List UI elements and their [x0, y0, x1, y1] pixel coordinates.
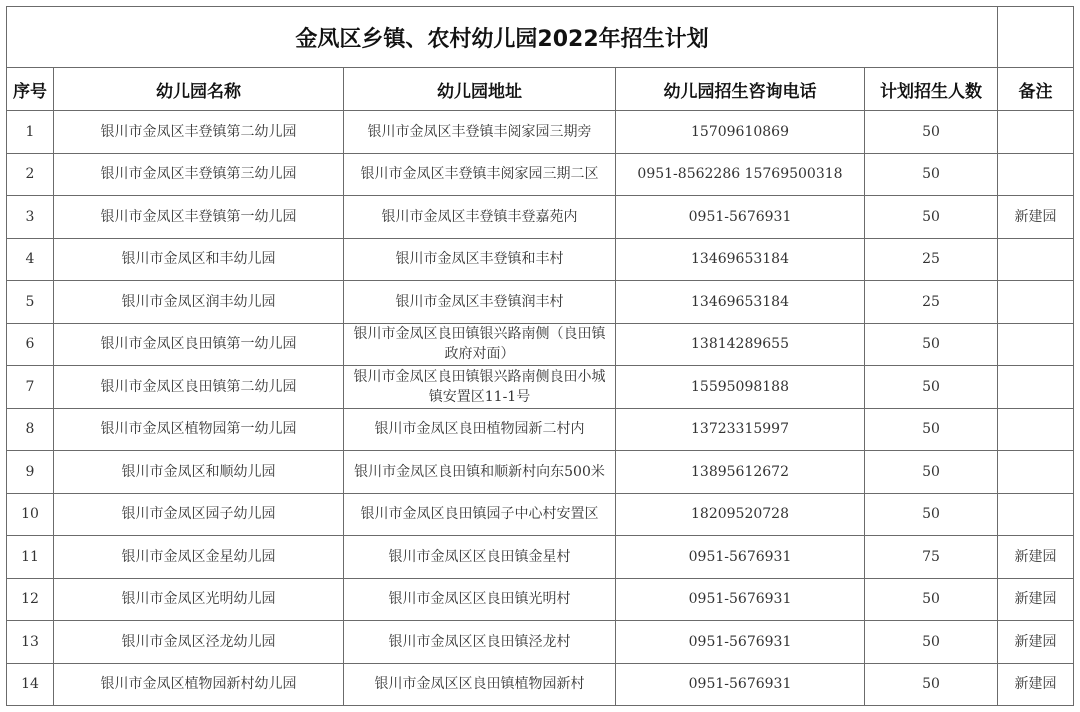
- cell-count: 25: [865, 281, 998, 324]
- cell-address: 银川市金凤区区良田镇泾龙村: [344, 621, 616, 664]
- cell-note: 新建园: [998, 663, 1074, 706]
- cell-count: 50: [865, 663, 998, 706]
- cell-note: [998, 111, 1074, 154]
- cell-count: 50: [865, 323, 998, 366]
- cell-phone: 13895612672: [616, 451, 865, 494]
- cell-phone: 0951-5676931: [616, 196, 865, 239]
- cell-count: 50: [865, 366, 998, 409]
- page-title: 金凤区乡镇、农村幼儿园2022年招生计划: [7, 7, 998, 68]
- cell-note: [998, 451, 1074, 494]
- cell-note: 新建园: [998, 621, 1074, 664]
- table-row: [7, 366, 1074, 409]
- cell-note: [998, 153, 1074, 196]
- table-row: [7, 578, 1074, 621]
- cell-no: 4: [7, 238, 54, 281]
- cell-note: [998, 408, 1074, 451]
- table-row: [7, 451, 1074, 494]
- cell-name: 银川市金凤区和丰幼儿园: [54, 238, 344, 281]
- cell-phone: 18209520728: [616, 493, 865, 536]
- table-row: [7, 621, 1074, 664]
- cell-count: 75: [865, 536, 998, 579]
- cell-address: 银川市金凤区丰登镇丰登嘉苑内: [344, 196, 616, 239]
- cell-name: 银川市金凤区丰登镇第二幼儿园: [54, 111, 344, 154]
- cell-name: 银川市金凤区良田镇第一幼儿园: [54, 323, 344, 366]
- cell-name: 银川市金凤区丰登镇第一幼儿园: [54, 196, 344, 239]
- header-row: [7, 68, 1074, 111]
- table-row: [7, 111, 1074, 154]
- cell-phone: 0951-5676931: [616, 578, 865, 621]
- table-row: [7, 493, 1074, 536]
- cell-note: [998, 323, 1074, 366]
- cell-name: 银川市金凤区良田镇第二幼儿园: [54, 366, 344, 409]
- cell-note: 新建园: [998, 536, 1074, 579]
- cell-count: 50: [865, 408, 998, 451]
- table-body: [7, 7, 1074, 706]
- cell-note: 新建园: [998, 196, 1074, 239]
- cell-no: 9: [7, 451, 54, 494]
- cell-address: 银川市金凤区丰登镇丰阅家园三期旁: [344, 111, 616, 154]
- cell-name: 银川市金凤区润丰幼儿园: [54, 281, 344, 324]
- cell-no: 1: [7, 111, 54, 154]
- enrollment-table: [6, 6, 1074, 706]
- cell-no: 10: [7, 493, 54, 536]
- cell-address: 银川市金凤区丰登镇润丰村: [344, 281, 616, 324]
- cell-phone: 0951-5676931: [616, 663, 865, 706]
- cell-note: [998, 493, 1074, 536]
- cell-no: 6: [7, 323, 54, 366]
- cell-count: 50: [865, 621, 998, 664]
- cell-phone: 15595098188: [616, 366, 865, 409]
- cell-address: 银川市金凤区丰登镇和丰村: [344, 238, 616, 281]
- cell-address: 银川市金凤区良田植物园新二村内: [344, 408, 616, 451]
- cell-name: 银川市金凤区金星幼儿园: [54, 536, 344, 579]
- table-row: [7, 408, 1074, 451]
- cell-address: 银川市金凤区区良田镇光明村: [344, 578, 616, 621]
- cell-count: 50: [865, 153, 998, 196]
- cell-name: 银川市金凤区丰登镇第三幼儿园: [54, 153, 344, 196]
- column-header-no: 序号: [7, 68, 54, 111]
- cell-no: 12: [7, 578, 54, 621]
- cell-count: 50: [865, 111, 998, 154]
- cell-note: 新建园: [998, 578, 1074, 621]
- cell-no: 8: [7, 408, 54, 451]
- cell-phone: 13814289655: [616, 323, 865, 366]
- cell-address: 银川市金凤区区良田镇植物园新村: [344, 663, 616, 706]
- cell-count: 50: [865, 578, 998, 621]
- cell-name: 银川市金凤区植物园新村幼儿园: [54, 663, 344, 706]
- column-header-phone: 幼儿园招生咨询电话: [616, 68, 865, 111]
- column-header-note: 备注: [998, 68, 1074, 111]
- cell-phone: 13469653184: [616, 281, 865, 324]
- column-header-count: 计划招生人数: [865, 68, 998, 111]
- cell-name: 银川市金凤区和顺幼儿园: [54, 451, 344, 494]
- cell-count: 25: [865, 238, 998, 281]
- table-row: [7, 281, 1074, 324]
- cell-count: 50: [865, 196, 998, 239]
- table-row: [7, 663, 1074, 706]
- cell-note: [998, 366, 1074, 409]
- table-row: [7, 238, 1074, 281]
- cell-name: 银川市金凤区泾龙幼儿园: [54, 621, 344, 664]
- cell-phone: 0951-5676931: [616, 536, 865, 579]
- spreadsheet: [6, 6, 1074, 706]
- cell-phone: 15709610869: [616, 111, 865, 154]
- table-row: [7, 196, 1074, 239]
- cell-phone: 0951-8562286 15769500318: [616, 153, 865, 196]
- cell-note: [998, 281, 1074, 324]
- cell-address: 银川市金凤区良田镇园子中心村安置区: [344, 493, 616, 536]
- cell-address: 银川市金凤区良田镇银兴路南侧良田小城镇安置区11-1号: [344, 366, 616, 409]
- cell-no: 13: [7, 621, 54, 664]
- cell-note: [998, 238, 1074, 281]
- cell-phone: 0951-5676931: [616, 621, 865, 664]
- cell-name: 银川市金凤区植物园第一幼儿园: [54, 408, 344, 451]
- cell-no: 11: [7, 536, 54, 579]
- cell-no: 3: [7, 196, 54, 239]
- cell-no: 14: [7, 663, 54, 706]
- cell-count: 50: [865, 493, 998, 536]
- table-row: [7, 153, 1074, 196]
- cell-address: 银川市金凤区丰登镇丰阅家园三期二区: [344, 153, 616, 196]
- cell-count: 50: [865, 451, 998, 494]
- cell-address: 银川市金凤区良田镇和顺新村向东500米: [344, 451, 616, 494]
- title-row: [7, 7, 1074, 68]
- cell-address: 银川市金凤区良田镇银兴路南侧（良田镇政府对面）: [344, 323, 616, 366]
- cell-no: 7: [7, 366, 54, 409]
- column-header-address: 幼儿园地址: [344, 68, 616, 111]
- cell-address: 银川市金凤区区良田镇金星村: [344, 536, 616, 579]
- cell-name: 银川市金凤区光明幼儿园: [54, 578, 344, 621]
- cell-no: 5: [7, 281, 54, 324]
- table-row: [7, 323, 1074, 366]
- column-header-name: 幼儿园名称: [54, 68, 344, 111]
- table-row: [7, 536, 1074, 579]
- cell-no: 2: [7, 153, 54, 196]
- cell-phone: 13723315997: [616, 408, 865, 451]
- title-blank-cell: [998, 7, 1074, 68]
- cell-name: 银川市金凤区园子幼儿园: [54, 493, 344, 536]
- cell-phone: 13469653184: [616, 238, 865, 281]
